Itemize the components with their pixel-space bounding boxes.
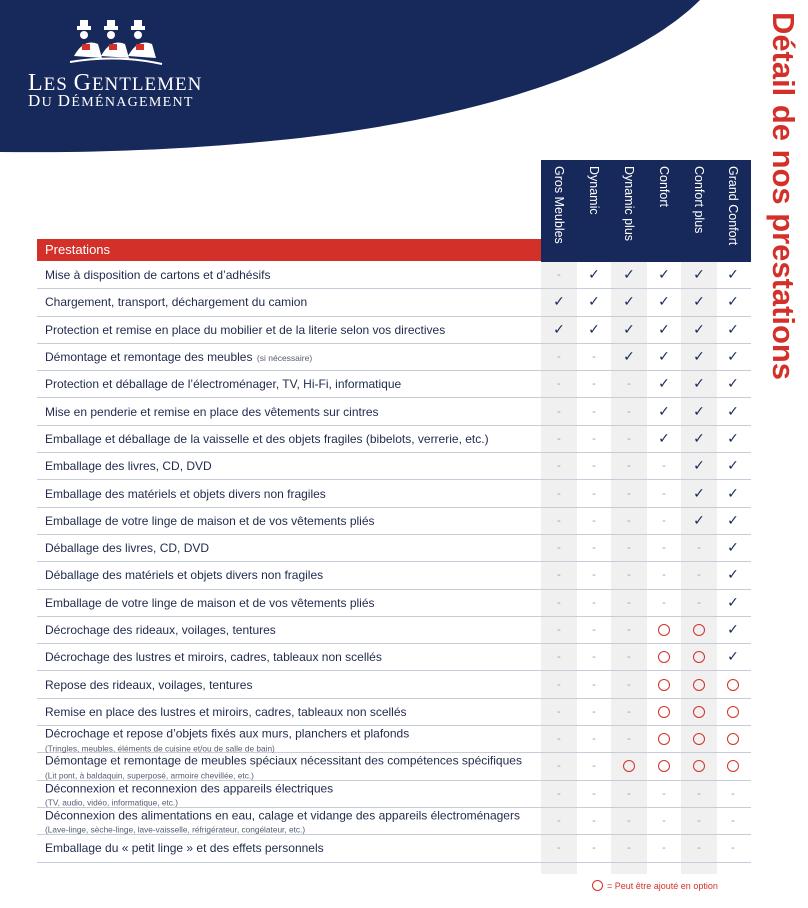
check-icon: ✓ [727,485,739,502]
check-icon: ✓ [727,349,739,366]
circle-icon [681,644,717,670]
table-row [37,753,751,780]
dash-icon: - [592,678,596,691]
row-label [45,402,540,420]
column-header-dynamic-plus: Dynamic plus [611,160,647,262]
check-icon: ✓ [693,321,705,338]
table-row [37,808,751,835]
check-icon: ✓ [727,567,739,584]
gentlemen-figures-icon [68,20,163,70]
dash-icon: - [697,842,701,855]
check-icon: ✓ [553,294,565,311]
row-label [45,703,540,721]
row-label-main: Emballage de votre linge de maison et de vos vêtements pliés [45,595,375,610]
legend-text: = Peut être ajouté en option [607,880,718,891]
table-row [37,671,751,698]
row-label [45,512,540,530]
dash-icon: - [557,460,561,473]
row-label [45,566,540,584]
check-icon: ✓ [727,649,739,666]
column-header-confort: Confort [646,160,682,262]
dash-icon: - [731,815,735,828]
circle-icon [681,726,717,752]
table-row [37,535,751,562]
dash-icon: - [557,378,561,391]
dash-icon: - [557,405,561,418]
dash-icon: - [592,787,596,800]
table-row [37,590,751,617]
row-label-main: Décrochage des lustres et miroirs, cadres, tableaux non scellés [45,650,382,665]
column-header-gros-meubles: Gros Meubles [541,160,577,262]
table-row [37,699,751,726]
circle-icon [646,617,682,643]
check-icon: ✓ [693,294,705,311]
check-icon: ✓ [727,430,739,447]
row-label-sub: (TV, audio, vidéo, informatique, etc.) [45,797,178,808]
dash-icon: - [662,569,666,582]
row-label [45,457,540,475]
dash-icon: - [557,596,561,609]
circle-icon [681,671,717,697]
dash-icon: - [627,705,631,718]
row-label-sub: (Lave-linge, sèche-linge, lave-vaisselle, réfrigérateur, congélateur, etc.) [45,825,306,836]
circle-icon [681,617,717,643]
table-row [37,726,751,753]
brand-name-line1: LES GENTLEMEN [28,70,203,96]
dash-icon: - [662,542,666,555]
check-icon: ✓ [693,485,705,502]
dash-icon: - [662,787,666,800]
circle-icon [592,880,603,891]
dash-icon: - [627,787,631,800]
dash-icon: - [592,487,596,500]
dash-icon: - [627,815,631,828]
dash-icon: - [557,733,561,746]
check-icon: ✓ [658,403,670,420]
svg-text:Détail de nos prestations: Détail de nos prestations [766,12,801,381]
dash-icon: - [557,787,561,800]
check-icon: ✓ [727,294,739,311]
dash-icon: - [627,514,631,527]
check-icon: ✓ [658,294,670,311]
dash-icon: - [557,432,561,445]
row-label-main: Emballage du « petit linge » et des effets personnels [45,841,324,856]
row-label [45,484,540,502]
dash-icon: - [557,487,561,500]
row-label-main: Décrochage et repose d’objets fixés aux murs, planchers et plafonds [45,726,410,741]
check-icon: ✓ [658,430,670,447]
check-icon: ✓ [727,512,739,529]
dash-icon: - [592,733,596,746]
dash-icon: - [627,378,631,391]
row-label-sub: (Tringles, meubles, éléments de cuisine et/ou de salle de bain) [45,743,275,754]
row-label-main: Décrochage des rideaux, voilages, tentures [45,622,276,637]
check-icon: ✓ [623,294,635,311]
check-icon: ✓ [727,540,739,557]
row-label-main: Emballage de votre linge de maison et de vos vêtements pliés [45,513,375,528]
dash-icon: - [662,815,666,828]
dash-icon: - [592,432,596,445]
dash-icon: - [592,351,596,364]
dash-icon: - [592,542,596,555]
dash-icon: - [592,514,596,527]
check-icon: ✓ [588,321,600,338]
dash-icon: - [731,842,735,855]
brand-logo [20,20,203,110]
table-row [37,617,751,644]
circle-icon [715,753,751,779]
table-row [37,644,751,671]
dash-icon: - [592,842,596,855]
dash-icon: - [557,651,561,664]
dash-icon: - [557,351,561,364]
check-icon: ✓ [727,594,739,611]
dash-icon: - [557,569,561,582]
row-label-main: Mise à disposition de cartons et d’adhésifs [45,267,271,282]
circle-icon [681,753,717,779]
circle-icon [646,644,682,670]
dash-icon: - [627,678,631,691]
check-icon: ✓ [727,622,739,638]
dash-icon: - [627,651,631,664]
check-icon: ✓ [693,376,705,393]
row-label [45,725,540,754]
circle-icon [611,753,647,779]
circle-icon [681,699,717,725]
row-label-main: Protection et remise en place du mobilier et de la literie selon vos directives [45,322,446,337]
check-icon: ✓ [693,430,705,447]
row-label-main: Déconnexion des alimentations en eau, calage et vidange des appareils électroménagers [45,808,520,823]
dash-icon: - [592,760,596,773]
row-label [45,807,540,836]
dash-icon: - [627,542,631,555]
row-label [45,293,540,311]
check-icon: ✓ [588,267,600,284]
check-icon: ✓ [693,512,705,529]
check-icon: ✓ [693,403,705,420]
row-label-main: Déballage des matériels et objets divers non fragiles [45,568,324,583]
row-label [45,752,540,781]
dash-icon: - [627,432,631,445]
dash-icon: - [592,651,596,664]
table-row [37,781,751,808]
dash-icon: - [627,842,631,855]
dash-icon: - [557,624,561,636]
dash-icon: - [697,569,701,582]
row-label-main: Démontage et remontage des meubles [45,349,253,364]
dash-icon: - [627,569,631,582]
row-label-main: Emballage et déballage de la vaisselle et des objets fragiles (bibelots, verrerie, etc.) [45,431,489,446]
dash-icon: - [592,596,596,609]
row-label [45,594,540,612]
check-icon: ✓ [693,349,705,366]
dash-icon: - [627,460,631,473]
legend [592,880,718,891]
row-label [45,621,540,639]
row-label [45,348,540,366]
dash-icon: - [557,678,561,691]
check-icon: ✓ [693,458,705,475]
dash-icon: - [697,596,701,609]
circle-icon [715,671,751,697]
table-row [37,398,751,425]
check-icon: ✓ [658,321,670,338]
check-icon: ✓ [693,267,705,284]
row-label [45,375,540,393]
circle-icon [646,699,682,725]
dash-icon: - [592,405,596,418]
table-row [37,344,751,371]
page-title [760,12,804,384]
circle-icon [646,726,682,752]
dash-icon: - [592,378,596,391]
row-label-main: Remise en place des lustres et miroirs, cadres, tableaux non scellés [45,704,407,719]
column-header-dynamic: Dynamic [576,160,612,262]
row-label-main: Démontage et remontage de meubles spéciaux nécessitant des compétences spécifiques [45,754,522,769]
row-label [45,648,540,666]
table-row [37,480,751,507]
check-icon: ✓ [727,403,739,420]
dash-icon: - [627,405,631,418]
row-label-main: Protection et déballage de l’électroménager, TV, Hi-Fi, informatique [45,377,402,392]
check-icon: ✓ [727,321,739,338]
table-row [37,262,751,289]
dash-icon: - [662,487,666,500]
row-label-main: Chargement, transport, déchargement du camion [45,295,308,310]
dash-icon: - [592,569,596,582]
dash-icon: - [557,542,561,555]
row-label-main: Déballage des livres, CD, DVD [45,540,210,555]
row-label [45,839,540,857]
dash-icon: - [592,705,596,718]
dash-icon: - [592,815,596,828]
circle-icon [646,753,682,779]
table-row [37,289,751,316]
dash-icon: - [662,514,666,527]
check-icon: ✓ [623,349,635,366]
dash-icon: - [662,596,666,609]
row-label-main: Déconnexion et reconnexion des appareils électriques [45,781,334,796]
circle-icon [715,726,751,752]
table-row [37,317,751,344]
check-icon: ✓ [658,376,670,393]
dash-icon: - [557,705,561,718]
row-label-main: Mise en penderie et remise en place des vêtements sur cintres [45,404,379,419]
check-icon: ✓ [727,458,739,475]
table-row [37,508,751,535]
dash-icon: - [697,787,701,800]
circle-icon [646,671,682,697]
dash-icon: - [697,542,701,555]
table-row [37,453,751,480]
row-label-sub: (Lit pont, à baldaquin, superposé, armoire chevillée, etc.) [45,770,254,781]
check-icon: ✓ [553,321,565,338]
table-row [37,426,751,453]
dash-icon: - [627,487,631,500]
dash-icon: - [592,460,596,473]
dash-icon: - [662,842,666,855]
dash-icon: - [557,815,561,828]
check-icon: ✓ [658,349,670,366]
row-label [45,675,540,693]
dash-icon: - [557,269,561,282]
check-icon: ✓ [727,267,739,284]
brand-name-line2: DU DÉMÉNAGEMENT [28,91,194,110]
row-label [45,430,540,448]
check-icon: ✓ [588,294,600,311]
check-icon: ✓ [658,267,670,284]
row-label-main: Emballage des livres, CD, DVD [45,459,212,474]
dash-icon: - [627,733,631,746]
row-label-main: Repose des rideaux, voilages, tentures [45,677,253,692]
services-table [37,262,751,863]
dash-icon: - [731,787,735,800]
dash-icon: - [662,460,666,473]
dash-icon: - [557,760,561,773]
table-row [37,371,751,398]
row-label [45,539,540,557]
row-label [45,321,540,339]
check-icon: ✓ [727,376,739,393]
dash-icon: - [697,815,701,828]
column-header-grand-confort: Grand Confort [715,160,751,262]
check-icon: ✓ [623,267,635,284]
row-label-main: Emballage des matériels et objets divers non fragiles [45,486,326,501]
dash-icon: - [592,624,596,636]
dash-icon: - [557,514,561,527]
row-label [45,266,540,284]
dash-icon: - [627,596,631,609]
circle-icon [715,699,751,725]
check-icon: ✓ [623,321,635,338]
dash-icon: - [627,624,631,636]
prestations-header: Prestations [37,239,541,261]
column-header-confort-plus: Confort plus [681,160,717,262]
table-row [37,835,751,862]
row-label-note: (si nécessaire) [256,352,313,363]
table-row [37,562,751,589]
dash-icon: - [557,842,561,855]
row-label [45,779,540,808]
